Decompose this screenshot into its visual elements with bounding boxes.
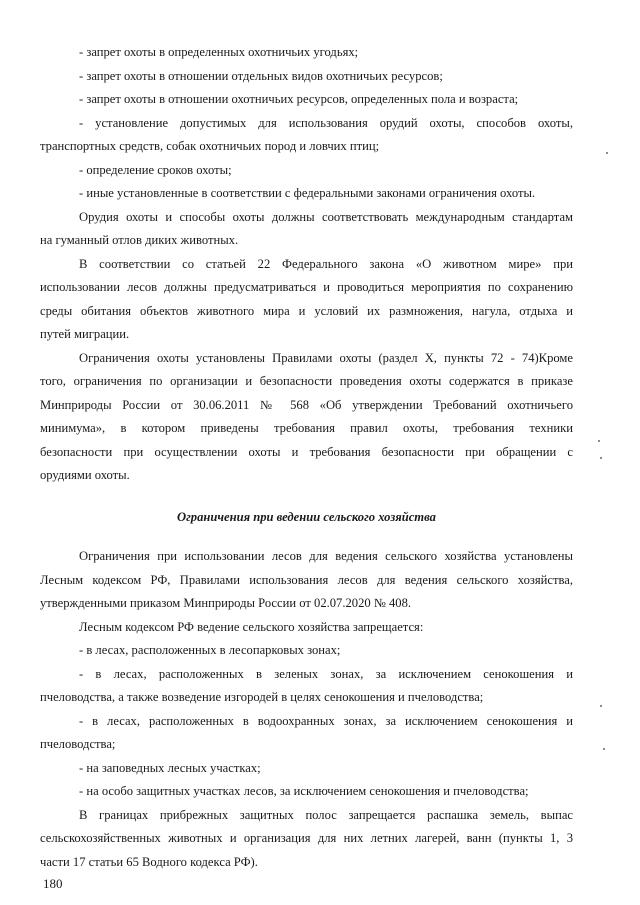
text-line: пчеловодства, а также возведение изгородей в целях сенокошения и пчеловодства; — [40, 690, 484, 704]
text-line: на гуманный отлов диких животных. — [40, 233, 239, 247]
text-line: Лесным кодексом РФ, Правилами использования лесов для ведения сельского хозяйства, — [40, 573, 573, 587]
text-line: - запрет охоты в отношении отдельных видов охотничьих ресурсов; — [79, 69, 443, 83]
text-line: сельскохозяйственных животных и организация для них летних лагерей, ванн (пункты 1, 3 — [40, 831, 573, 845]
scan-speck — [600, 457, 602, 459]
text-line: Орудия охоты и способы охоты должны соответствовать международным стандартам — [79, 210, 573, 224]
text-line: минимума», в котором приведены требования правил охоты, требования техники — [40, 421, 573, 435]
text-line: путей миграции. — [40, 327, 130, 341]
text-line: - установление допустимых для использования орудий охоты, способов охоты, — [79, 116, 573, 130]
text-line: Ограничения при использовании лесов для ведения сельского хозяйства установлены — [79, 549, 573, 563]
text-line: безопасности при осуществлении охоты и требования безопасности при обращении с — [40, 445, 573, 459]
text-line: - в лесах, расположенных в водоохранных зонах, за исключением сенокошения и — [79, 714, 573, 728]
text-line: Минприроды России от 30.06.2011 № 568 «Об утверждении Требований охотничьего — [40, 398, 573, 412]
scan-speck — [606, 152, 608, 154]
scan-speck — [603, 748, 605, 750]
text-line: использовании лесов должны предусматриваться и проводиться мероприятия по сохранению — [40, 280, 573, 294]
text-line: - в лесах, расположенных в зеленых зонах, за исключением сенокошения и — [79, 667, 573, 681]
text-line: Ограничения охоты установлены Правилами охоты (раздел X, пункты 72 - 74)Кроме — [79, 351, 573, 365]
text-line: В границах прибрежных защитных полос запрещается распашка земель, выпас — [79, 808, 573, 822]
page-number: 180 — [43, 876, 63, 891]
text-line: - на особо защитных участках лесов, за исключением сенокошения и пчеловодства; — [79, 784, 529, 798]
text-line: Лесным кодексом РФ ведение сельского хозяйства запрещается: — [79, 620, 424, 634]
scan-speck — [600, 705, 602, 707]
text-line: транспортных средств, собак охотничьих пород и ловчих птиц; — [40, 139, 380, 153]
text-line: части 17 статьи 65 Водного кодекса РФ). — [40, 855, 258, 869]
text-line: орудиями охоты. — [40, 468, 130, 482]
section-heading: Ограничения при ведении сельского хозяйства — [177, 510, 436, 524]
text-line: - иные установленные в соответствии с федеральными законами ограничения охоты. — [79, 186, 536, 200]
text-line: пчеловодства; — [40, 737, 116, 751]
text-line: среды обитания объектов животного мира и условий их размножения, нагула, отдыха и — [40, 304, 573, 318]
scan-speck — [598, 440, 600, 442]
text-line: того, ограничения по организации и безопасности проведения охоты содержатся в приказе — [40, 374, 573, 388]
text-line: - в лесах, расположенных в лесопарковых зонах; — [79, 643, 341, 657]
text-line: В соответствии со статьей 22 Федерального закона «О животном мире» при — [79, 257, 573, 271]
text-line: - запрет охоты в отношении охотничьих ресурсов, определенных пола и возраста; — [79, 92, 519, 106]
text-line: - определение сроков охоты; — [79, 163, 232, 177]
text-line: - на заповедных лесных участках; — [79, 761, 261, 775]
text-line: - запрет охоты в определенных охотничьих угодьях; — [79, 45, 359, 59]
text-line: утвержденными приказом Минприроды России от 02.07.2020 № 408. — [40, 596, 412, 610]
